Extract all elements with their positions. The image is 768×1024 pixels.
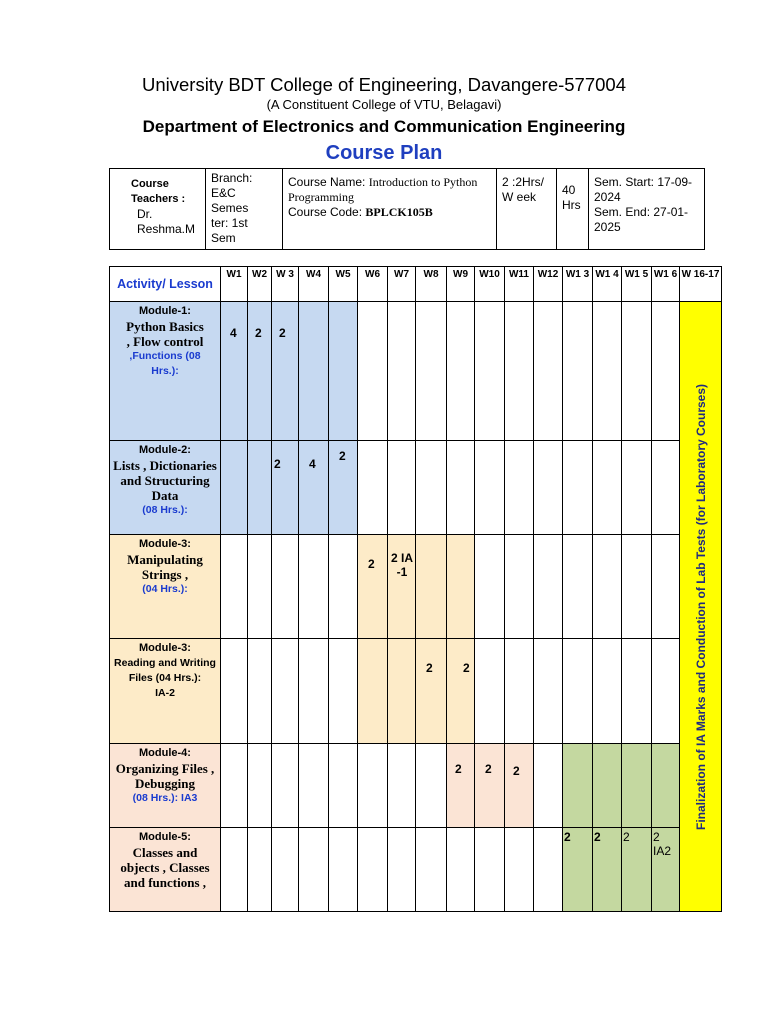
plan-cell: [221, 828, 248, 912]
course-name: Introduction to Python Programming: [288, 175, 478, 204]
plan-cell: [534, 441, 563, 535]
plan-cell: [221, 535, 248, 639]
plan-cell: [505, 535, 534, 639]
branch-label: Branch: E&C: [211, 171, 253, 200]
plan-cell: [505, 302, 534, 441]
plan-cell: [475, 441, 505, 535]
plan-cell: [622, 441, 652, 535]
plan-cell: [272, 828, 299, 912]
plan-cell: [447, 828, 475, 912]
plan-cell: [652, 639, 680, 744]
plan-cell: [299, 535, 329, 639]
week-header: W1 3: [563, 267, 593, 302]
college-name: University BDT College of Engineering, Davangere-577004: [141, 74, 627, 95]
final-note: Finalization of IA Marks and Conduction of Lab Tests (for Laboratory Courses): [693, 383, 708, 830]
module-title: Lists , Dictionaries and Structuring Data: [113, 458, 217, 503]
module-head: Module-3:: [139, 642, 191, 654]
week-header: W6: [358, 267, 388, 302]
plan-cell: [593, 639, 622, 744]
course-code-label: Course Code:: [288, 205, 363, 219]
course-name-cell: [283, 169, 497, 250]
module-ia: IA-2: [155, 687, 175, 699]
module-3-files-cell: [110, 639, 221, 744]
plan-cell: 2: [505, 744, 534, 828]
plan-cell: [299, 639, 329, 744]
plan-cell: [563, 744, 593, 828]
plan-cell: [622, 535, 652, 639]
department-name: Department of Electronics and Communication Engineering: [142, 117, 626, 136]
hours-per-week: 2 :2Hrs/W eek: [502, 175, 545, 204]
module-1-cell: [110, 302, 221, 441]
plan-cell: 2: [272, 441, 299, 535]
plan-cell: [221, 639, 248, 744]
week-header: W4: [299, 267, 329, 302]
plan-cell: [358, 441, 388, 535]
total-hours-cell: [557, 169, 589, 250]
module-head: Module-4:: [139, 747, 191, 759]
module-head: Module-1:: [139, 305, 191, 317]
plan-cell: [475, 639, 505, 744]
module-3-strings-cell: [110, 535, 221, 639]
total-hours: 40 Hrs: [562, 183, 581, 212]
plan-cell: [534, 639, 563, 744]
plan-cell: [475, 302, 505, 441]
plan-cell: [272, 744, 299, 828]
semester-label: Semes ter: 1st Sem: [211, 201, 249, 245]
plan-cell: [248, 744, 272, 828]
week-header: W1 5: [622, 267, 652, 302]
plan-cell: [388, 828, 416, 912]
plan-cell: [388, 441, 416, 535]
plan-cell: 2: [416, 639, 447, 744]
plan-cell: [593, 535, 622, 639]
week-header: W2: [248, 267, 272, 302]
module-hours: (08 Hrs.):: [142, 504, 188, 516]
plan-cell: [388, 302, 416, 441]
teachers-label: Course Teachers :: [131, 178, 186, 205]
module-head: Module-3:: [139, 538, 191, 550]
plan-cell: [388, 744, 416, 828]
plan-cell: 2: [447, 639, 475, 744]
plan-cell: 2: [593, 828, 622, 912]
plan-cell: 2 IA2: [652, 828, 680, 912]
plan-cell: [652, 441, 680, 535]
plan-cell: [622, 744, 652, 828]
page-title: Course Plan: [325, 142, 443, 164]
plan-cell: [272, 535, 299, 639]
week-header: W 3: [272, 267, 299, 302]
plan-cell: [563, 302, 593, 441]
plan-cell: [534, 744, 563, 828]
plan-cell: [475, 535, 505, 639]
sem-start: Sem. Start: 17-09-2024: [594, 175, 693, 204]
plan-cell: [416, 302, 447, 441]
plan-cell: 2: [248, 302, 272, 441]
plan-cell: [272, 639, 299, 744]
plan-cell: [358, 302, 388, 441]
plan-cell: [299, 828, 329, 912]
module-title: Organizing Files , Debugging: [115, 761, 215, 791]
plan-cell: [329, 639, 358, 744]
plan-cell: [534, 302, 563, 441]
course-name-label: Course Name:: [288, 175, 366, 189]
plan-cell: [563, 441, 593, 535]
week-header: W1 6: [652, 267, 680, 302]
plan-cell: [534, 828, 563, 912]
module-hours: (04 Hrs.):: [142, 583, 188, 595]
plan-cell: [329, 302, 358, 441]
plan-cell: 2: [622, 828, 652, 912]
plan-cell: [622, 639, 652, 744]
plan-cell: [388, 639, 416, 744]
plan-cell: [447, 535, 475, 639]
plan-cell: 2: [358, 535, 388, 639]
plan-cell: [505, 441, 534, 535]
plan-cell: [593, 302, 622, 441]
plan-cell: [416, 535, 447, 639]
week-header: W7: [388, 267, 416, 302]
branch-semester-cell: [206, 169, 283, 250]
course-teachers-cell: [110, 169, 206, 250]
college-affiliation: (A Constituent College of VTU, Belagavi): [266, 97, 502, 112]
plan-cell: [329, 828, 358, 912]
plan-cell: [652, 535, 680, 639]
plan-cell: [248, 828, 272, 912]
plan-cell: [416, 744, 447, 828]
weekly-plan-table: [109, 266, 722, 912]
module-title: Reading and Writing Files (04 Hrs.):: [114, 657, 216, 684]
plan-cell: [248, 639, 272, 744]
module-hours: (08 Hrs.): IA3: [132, 792, 198, 804]
plan-cell: [505, 639, 534, 744]
week-header: W 16-17: [680, 267, 722, 302]
plan-cell: [299, 744, 329, 828]
plan-cell: [329, 535, 358, 639]
plan-cell: [475, 828, 505, 912]
module-5-cell: [110, 828, 221, 912]
activity-header: Activity/ Lesson: [110, 267, 221, 302]
module-4-cell: [110, 744, 221, 828]
plan-cell: [416, 828, 447, 912]
plan-cell: [505, 828, 534, 912]
plan-cell: 2: [329, 441, 358, 535]
module-2-cell: [110, 441, 221, 535]
teacher-name: Dr. Reshma.M: [137, 207, 196, 236]
hours-per-week-cell: [497, 169, 557, 250]
plan-cell: [248, 441, 272, 535]
module-head: Module-5:: [139, 831, 191, 843]
plan-cell: [563, 639, 593, 744]
sem-end: Sem. End: 27-01-2025: [594, 205, 689, 234]
course-code: BPLCK105B: [365, 205, 433, 219]
plan-cell: [652, 744, 680, 828]
module-head: Module-2:: [139, 444, 191, 456]
week-header: W5: [329, 267, 358, 302]
module-title: Python Basics , Flow control: [126, 319, 204, 349]
plan-cell: [593, 441, 622, 535]
plan-cell: [447, 441, 475, 535]
plan-cell: 2: [563, 828, 593, 912]
plan-cell: [358, 744, 388, 828]
plan-cell: [447, 302, 475, 441]
plan-cell: [221, 441, 248, 535]
semester-dates-cell: [589, 169, 705, 250]
plan-cell: [416, 441, 447, 535]
plan-cell: [299, 302, 329, 441]
plan-cell: 4: [299, 441, 329, 535]
plan-cell: [622, 302, 652, 441]
plan-cell: [358, 828, 388, 912]
week-header: W12: [534, 267, 563, 302]
course-info-table: [109, 168, 705, 250]
plan-cell: [221, 744, 248, 828]
plan-cell: 2: [475, 744, 505, 828]
week-header: W10: [475, 267, 505, 302]
plan-cell: [248, 535, 272, 639]
final-note-cell: [680, 302, 722, 912]
module-title: Manipulating Strings ,: [127, 552, 203, 582]
plan-cell: 2: [272, 302, 299, 441]
module-hours: ,Functions (08 Hrs.):: [129, 350, 201, 377]
plan-cell: [534, 535, 563, 639]
plan-cell: 4: [221, 302, 248, 441]
week-header: W1: [221, 267, 248, 302]
plan-cell: [329, 744, 358, 828]
week-header: W9: [447, 267, 475, 302]
week-header: W8: [416, 267, 447, 302]
module-title: Classes and objects , Classes and functions ,: [120, 845, 210, 890]
plan-cell: [563, 535, 593, 639]
plan-cell: [652, 302, 680, 441]
plan-cell: 2 IA-1: [388, 535, 416, 639]
week-header: W11: [505, 267, 534, 302]
plan-cell: [358, 639, 388, 744]
plan-cell: [593, 744, 622, 828]
week-header: W1 4: [593, 267, 622, 302]
plan-cell: 2: [447, 744, 475, 828]
